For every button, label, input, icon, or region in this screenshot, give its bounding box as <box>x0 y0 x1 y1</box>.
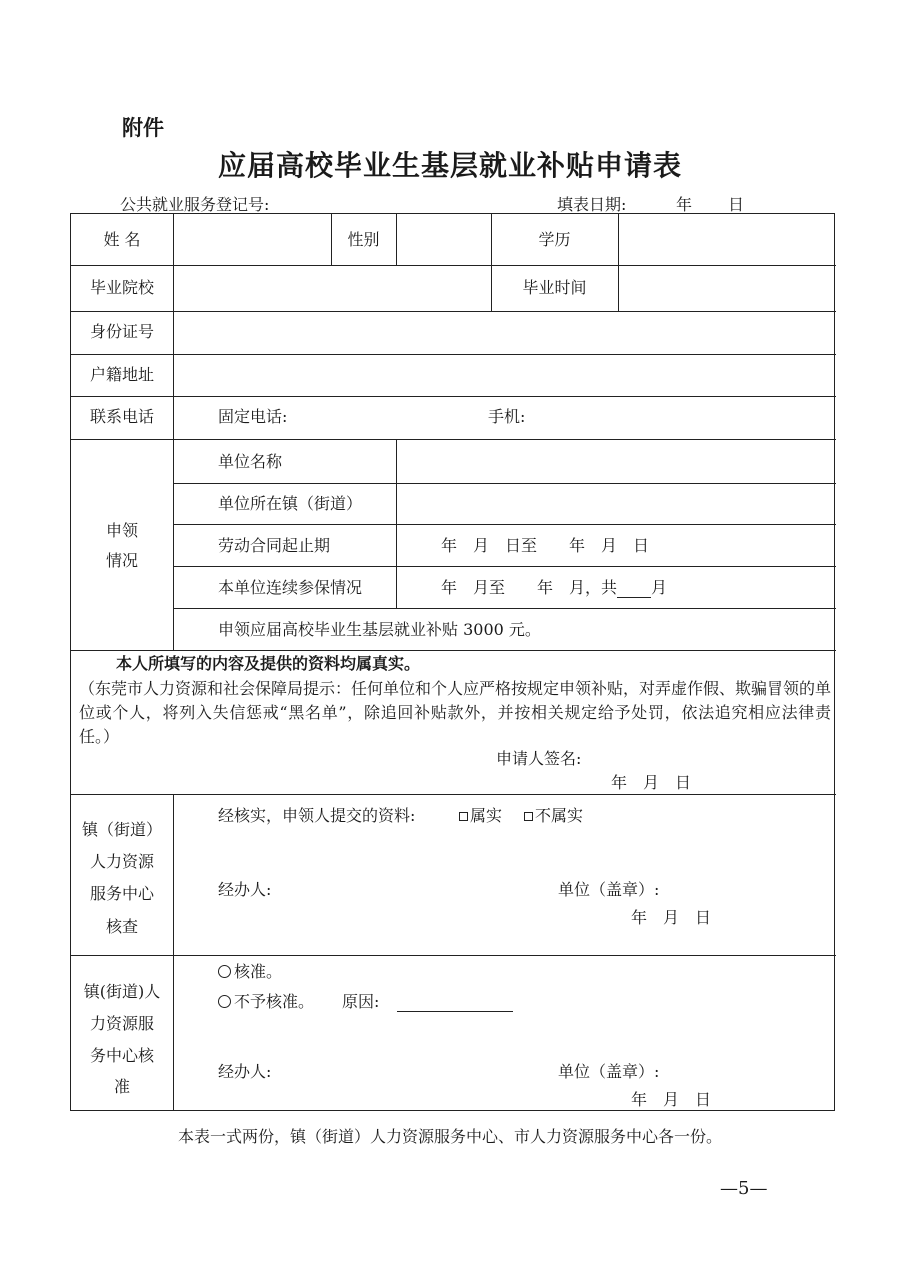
employer-town-label: 单位所在镇（街道） <box>218 494 363 513</box>
row-divider <box>71 396 836 397</box>
review-label-line-1: 镇（街道） <box>81 820 162 839</box>
fill-date-day: 日 <box>728 195 745 214</box>
landline-label: 固定电话: <box>218 407 288 426</box>
insurance-months-blank <box>617 579 651 598</box>
applicant-signature-label: 申请人签名: <box>496 749 582 768</box>
reject-option-label: 不予核准。 <box>234 992 315 1011</box>
approval-seal-label: 单位（盖章）: <box>558 1062 660 1081</box>
school-label: 毕业院校 <box>89 278 154 297</box>
claim-section-label-2: 情况 <box>105 551 138 570</box>
hukou-address-label: 户籍地址 <box>89 365 154 384</box>
attachment-label: 附件 <box>122 116 164 140</box>
approval-label-line-2: 力资源服 <box>89 1014 154 1033</box>
id-number-label: 身份证号 <box>89 322 154 341</box>
declaration-statement: 本人所填写的内容及提供的资料均属真实。 <box>116 654 421 673</box>
review-date: 年 月 日 <box>631 908 712 927</box>
option-true-label: 属实 <box>470 806 503 825</box>
option-false-label: 不属实 <box>535 806 584 825</box>
claim-section-label-1: 申领 <box>105 521 138 540</box>
col-divider <box>173 794 174 1110</box>
declaration-notice: （东莞市人力资源和社会保障局提示：任何单位和个人应严格按规定申领补贴，对弄虚作假、欺骗冒领的单位或个人，将列入失信惩戒“黑名单”，除追回补贴款外，并按相关规定给予处罚，依法追究相应法律责任。） <box>79 679 832 746</box>
col-divider <box>618 214 619 311</box>
col-divider <box>173 214 174 439</box>
checkbox-icon[interactable] <box>459 812 468 821</box>
insurance-label: 本单位连续参保情况 <box>218 578 363 597</box>
application-form <box>70 213 835 1111</box>
registration-number-label: 公共就业服务登记号: <box>120 195 270 214</box>
col-divider <box>396 439 397 608</box>
contract-period-label: 劳动合同起止期 <box>218 536 331 555</box>
review-label-line-2: 人力资源 <box>89 852 154 871</box>
approval-handler-label: 经办人: <box>218 1062 272 1081</box>
row-divider <box>71 650 836 651</box>
form-title: 应届高校毕业生基层就业补贴申请表 <box>217 149 682 182</box>
checkbox-icon[interactable] <box>524 812 533 821</box>
approve-option[interactable] <box>218 962 282 982</box>
gender-label: 性别 <box>347 230 380 249</box>
contract-period-dates: 年 月 日至 年 月 日 <box>441 536 650 555</box>
applicant-sign-date: 年 月 日 <box>611 773 692 792</box>
insurance-dates <box>441 578 667 598</box>
footer-note: 本表一式两份，镇（街道）人力资源服务中心、市人力资源服务中心各一份。 <box>177 1127 722 1146</box>
row-divider <box>71 794 836 795</box>
education-label: 学历 <box>538 230 571 249</box>
page-number: —5— <box>720 1178 768 1199</box>
approval-label-line-1: 镇(街道)人 <box>83 982 161 1001</box>
row-divider <box>71 311 836 312</box>
review-label-line-4: 核查 <box>105 917 138 936</box>
row-divider <box>173 524 836 525</box>
approval-label-line-3: 务中心核 <box>89 1046 154 1065</box>
row-divider <box>173 483 836 484</box>
review-handler-label: 经办人: <box>218 880 272 899</box>
option-true[interactable] <box>459 806 502 826</box>
row-divider <box>71 354 836 355</box>
radio-circle-icon[interactable] <box>218 965 231 978</box>
col-divider <box>396 214 397 265</box>
insurance-months-unit: 月 <box>651 578 668 597</box>
insurance-dates-range: 年 月至 年 月，共 <box>441 578 618 597</box>
row-divider <box>173 608 836 609</box>
subsidy-amount-text: 申领应届高校毕业生基层就业补贴 3000 元。 <box>218 620 541 639</box>
option-false[interactable] <box>524 806 583 826</box>
review-label-line-3: 服务中心 <box>89 884 154 903</box>
fill-date-year: 年 <box>676 195 693 214</box>
row-divider <box>173 566 836 567</box>
approve-option-label: 核准。 <box>234 962 283 981</box>
graduation-time-label: 毕业时间 <box>522 278 587 297</box>
mobile-label: 手机: <box>488 407 526 426</box>
review-verify-text: 经核实，申领人提交的资料: <box>218 806 416 825</box>
review-seal-label: 单位（盖章）: <box>558 880 660 899</box>
approval-label-line-4: 准 <box>113 1077 130 1096</box>
contact-phone-label: 联系电话 <box>89 407 154 426</box>
fill-date-label: 填表日期: <box>557 195 627 214</box>
reject-reason <box>342 992 513 1012</box>
reject-option[interactable] <box>218 992 314 1012</box>
employer-name-label: 单位名称 <box>218 452 283 471</box>
row-divider <box>71 439 836 440</box>
row-divider <box>71 265 836 266</box>
radio-circle-icon[interactable] <box>218 995 231 1008</box>
row-divider <box>71 955 836 956</box>
col-divider <box>173 439 174 650</box>
reject-reason-blank[interactable] <box>397 993 513 1012</box>
reject-reason-label: 原因: <box>342 992 380 1011</box>
approval-date: 年 月 日 <box>631 1090 712 1109</box>
name-label: 姓 名 <box>103 230 141 249</box>
